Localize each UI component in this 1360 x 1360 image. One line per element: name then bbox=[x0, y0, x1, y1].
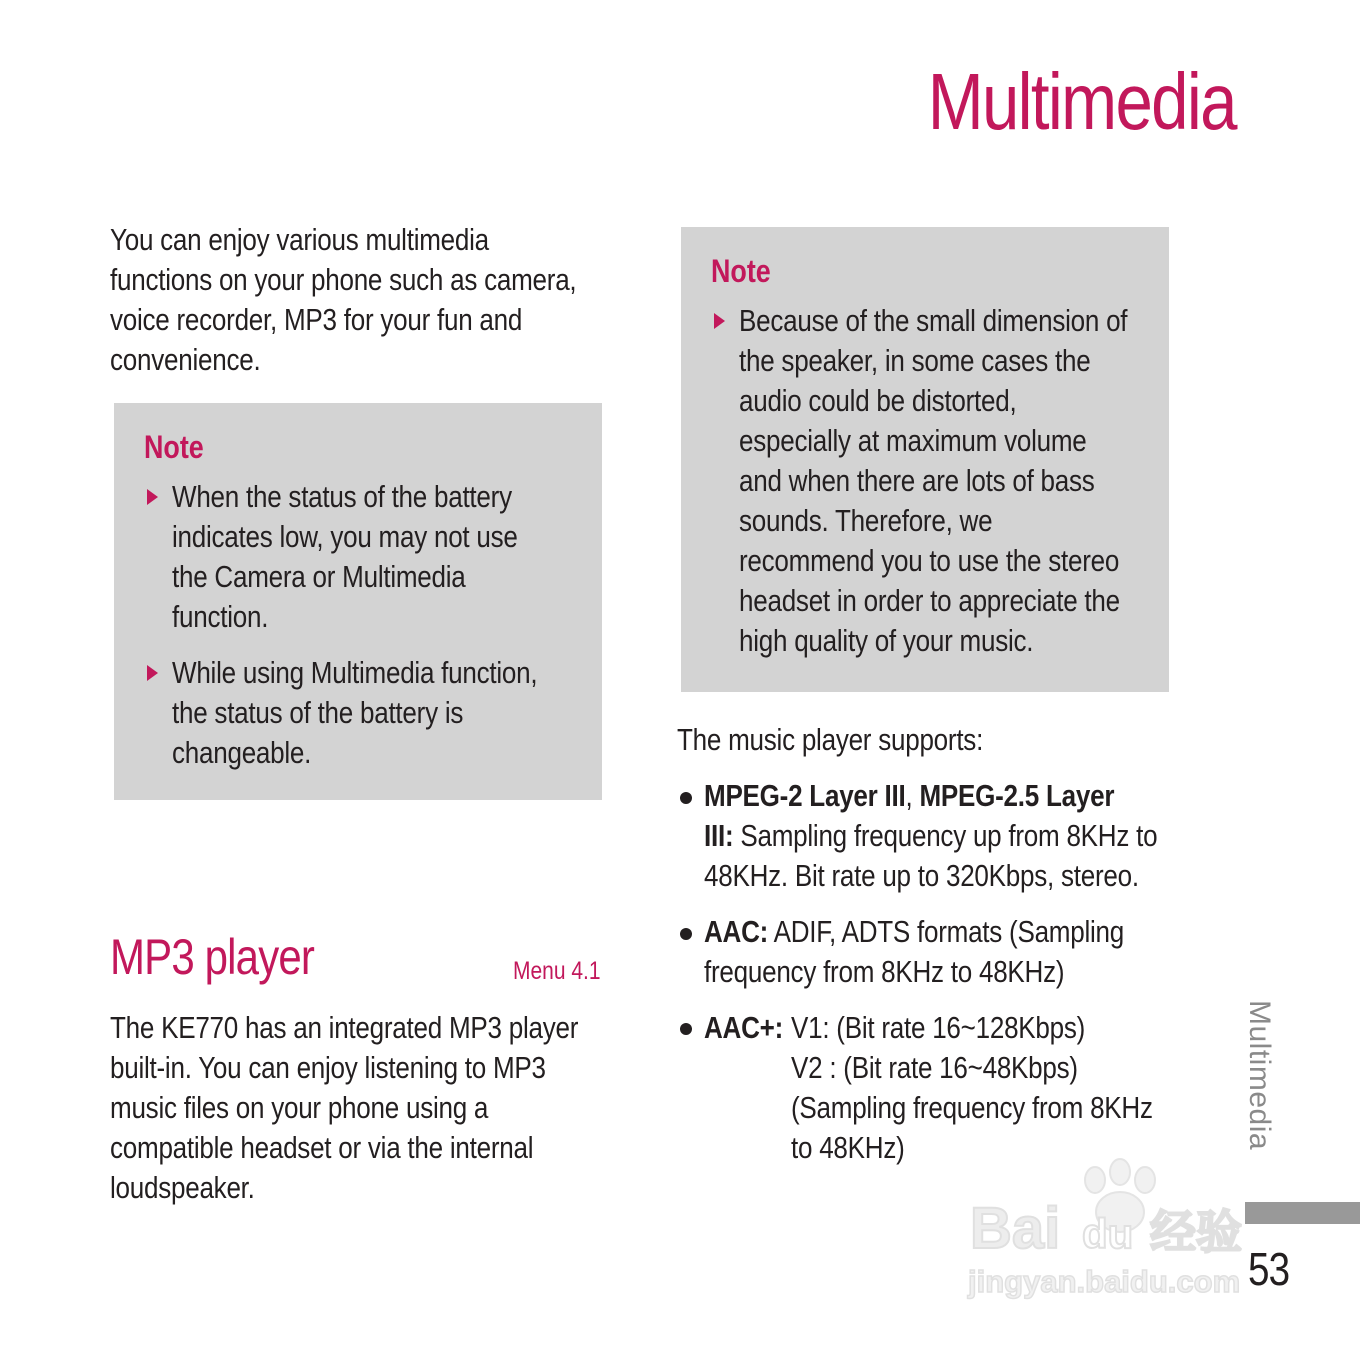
bullet-dot-icon bbox=[680, 1023, 692, 1035]
format-detail: to 48KHz) bbox=[791, 1130, 905, 1165]
note-line: the Camera or Multimedia bbox=[172, 559, 466, 594]
format-item-aac bbox=[704, 912, 1124, 992]
format-name: AAC+: bbox=[704, 1010, 784, 1045]
intro-line: voice recorder, MP3 for your fun and bbox=[110, 302, 523, 337]
page-number: 53 bbox=[1248, 1243, 1290, 1295]
note-line: While using Multimedia function, bbox=[172, 655, 538, 690]
note-item bbox=[739, 301, 1127, 661]
section-title-mp3-player: MP3 player bbox=[110, 929, 315, 985]
format-name: AAC: bbox=[704, 914, 769, 949]
format-name: MPEG-2 Layer III bbox=[704, 778, 906, 813]
desc-line: The KE770 has an integrated MP3 player bbox=[110, 1010, 579, 1045]
desc-line: music files on your phone using a bbox=[110, 1090, 489, 1125]
note-line: and when there are lots of bass bbox=[739, 463, 1095, 498]
note-line: audio could be distorted, bbox=[739, 383, 1017, 418]
note-box-speaker bbox=[681, 227, 1169, 692]
format-item-aac-plus-details bbox=[791, 1008, 1153, 1168]
supports-intro: The music player supports: bbox=[677, 722, 984, 757]
note-line: sounds. Therefore, we bbox=[739, 503, 993, 538]
separator: , bbox=[905, 778, 920, 813]
intro-line: functions on your phone such as camera, bbox=[110, 262, 577, 297]
bullet-dot-icon bbox=[680, 792, 692, 804]
note-line: especially at maximum volume bbox=[739, 423, 1087, 458]
note-line: the speaker, in some cases the bbox=[739, 343, 1091, 378]
note-line: changeable. bbox=[172, 735, 312, 770]
format-item-aac-plus bbox=[704, 1008, 783, 1048]
baidu-watermark-logo bbox=[950, 1150, 1280, 1310]
svg-text:du: du bbox=[1082, 1210, 1134, 1257]
format-detail: (Sampling frequency from 8KHz bbox=[791, 1090, 1153, 1125]
note-line: indicates low, you may not use bbox=[172, 519, 518, 554]
note-line: high quality of your music. bbox=[739, 623, 1034, 658]
triangle-bullet-icon bbox=[714, 313, 725, 329]
format-detail: V1: (Bit rate 16~128Kbps) bbox=[791, 1010, 1086, 1045]
svg-text:经验: 经验 bbox=[1150, 1205, 1242, 1259]
format-name: MPEG-2.5 Layer bbox=[919, 778, 1115, 813]
svg-text:jingyan.baidu.com: jingyan.baidu.com bbox=[968, 1264, 1241, 1299]
note-heading: Note bbox=[144, 429, 204, 465]
note-line: When the status of the battery bbox=[172, 479, 512, 514]
note-heading: Note bbox=[711, 253, 771, 289]
svg-text:Bai: Bai bbox=[970, 1196, 1061, 1261]
note-box-battery bbox=[114, 403, 602, 800]
format-item-mpeg bbox=[704, 776, 1157, 896]
note-line: Because of the small dimension of bbox=[739, 303, 1128, 338]
desc-line: loudspeaker. bbox=[110, 1170, 255, 1205]
desc-line: compatible headset or via the internal bbox=[110, 1130, 534, 1165]
format-name: III: bbox=[704, 818, 734, 853]
intro-line: You can enjoy various multimedia bbox=[110, 222, 489, 257]
intro-paragraph bbox=[110, 220, 576, 380]
triangle-bullet-icon bbox=[147, 489, 158, 505]
note-line: headset in order to appreciate the bbox=[739, 583, 1120, 618]
format-detail: V2 : (Bit rate 16~48Kbps) bbox=[791, 1050, 1078, 1085]
triangle-bullet-icon bbox=[147, 665, 158, 681]
format-detail: 48KHz. Bit rate up to 320Kbps, stereo. bbox=[704, 858, 1139, 893]
note-line: recommend you to use the stereo bbox=[739, 543, 1120, 578]
note-line: function. bbox=[172, 599, 269, 634]
bullet-dot-icon bbox=[680, 928, 692, 940]
desc-line: built-in. You can enjoy listening to MP3 bbox=[110, 1050, 546, 1085]
format-detail: Sampling frequency up from 8KHz to bbox=[733, 818, 1158, 853]
menu-reference: Menu 4.1 bbox=[513, 957, 601, 985]
side-tab-label: Multimedia bbox=[1243, 1000, 1276, 1151]
note-item bbox=[172, 653, 537, 773]
intro-line: convenience. bbox=[110, 342, 261, 377]
mp3-description bbox=[110, 1008, 578, 1208]
page-title: Multimedia bbox=[927, 57, 1236, 146]
note-item bbox=[172, 477, 518, 637]
note-line: the status of the battery is bbox=[172, 695, 464, 730]
format-detail: frequency from 8KHz to 48KHz) bbox=[704, 954, 1065, 989]
format-detail: ADIF, ADTS formats (Sampling bbox=[768, 914, 1125, 949]
